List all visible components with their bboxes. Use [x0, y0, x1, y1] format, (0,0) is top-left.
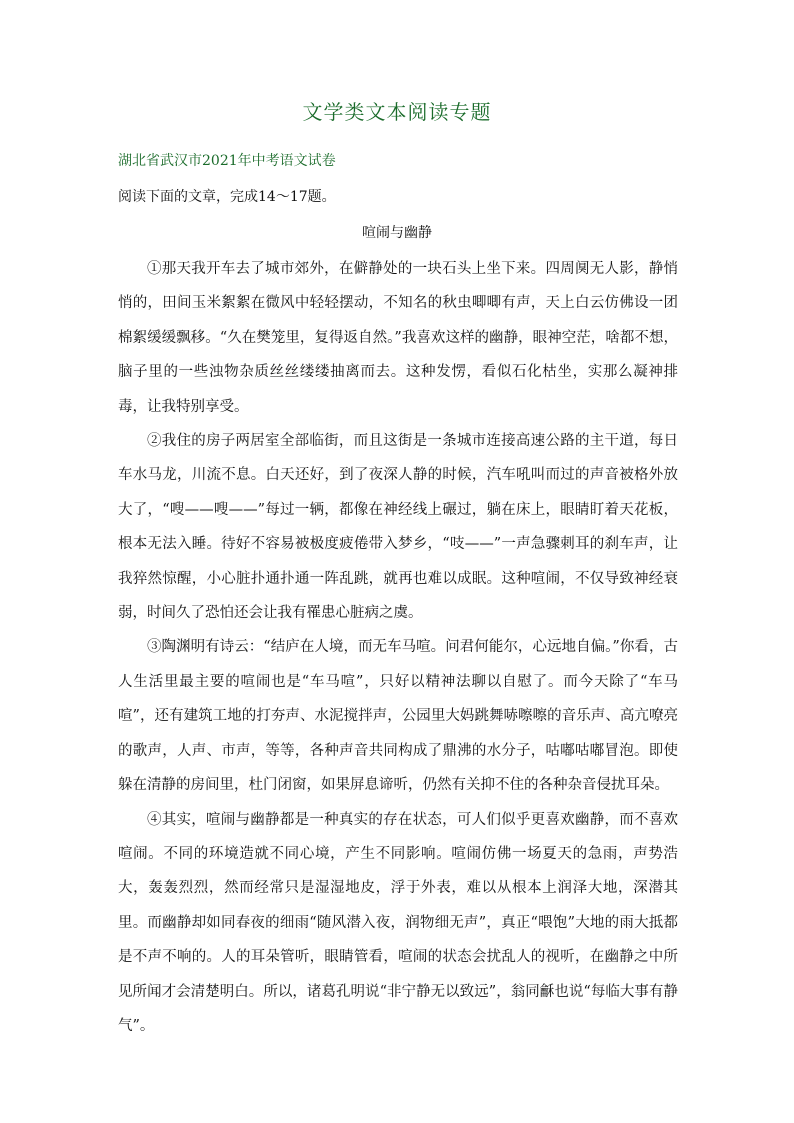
exam-source: 湖北省武汉市2021年中考语文试卷	[118, 153, 336, 169]
paragraph-4: ④其实，喧闹与幽静都是一种真实的存在状态，可人们似乎更喜欢幽静，而不喜欢喧闹。不同的环境造就不同心境，产生不同影响。喧闹仿佛一场夏天的急雨，声势浩大，轰轰烈烈，然而经常只是湿湿地皮，浮于外表，难以从根本上润泽大地，深潜其里。而幽静却如同春夜的细雨“随风潜入夜，润物细无声”，真正“喂饱”大地的雨大抵都是不声不响的。人的耳朵管听，眼睛管看，喧闹的状态会扰乱人的视听，在幽静之中所见所闻才会清楚明白。所以，诸葛孔明说“非宁静无以致远”，翁同龢也说“每临大事有静气”。	[118, 811, 678, 1034]
passage-body	[118, 252, 678, 1043]
passage-title: 喧闹与幽静	[362, 225, 432, 241]
document-title: 文学类文本阅读专题	[302, 100, 492, 124]
paragraph-3: ③陶渊明有诗云：“结庐在人境，而无车马喧。问君何能尔，心远地自偏。”你看，古人生活里最主要的喧闹也是“车马喧”，只好以精神法聊以自慰了。而今天除了“车马喧”，还有建筑工地的打夯声、水泥搅拌声，公园里大妈跳舞哧嚓嚓的音乐声、高亢嘹亮的歌声，人声、市声，等等，各种声音共同构成了鼎沸的水分子，咕嘟咕嘟冒泡。即使躲在清静的房间里，杜门闭窗，如果屏息谛听，仍然有关抑不住的各种杂音侵扰耳朵。	[118, 639, 678, 794]
paragraph-2: ②我住的房子两居室全部临街，而且这街是一条城市连接高速公路的主干道，每日车水马龙，川流不息。白天还好，到了夜深人静的时候，汽车吼叫而过的声音被格外放大了，“嗖——嗖——”每过一辆，都像在神经线上碾过，躺在床上，眼睛盯着天花板，根本无法入睡。待好不容易被极度疲倦带入梦乡，“吱——”一声急骤刺耳的刹车声，让我猝然惊醒，小心脏扑通扑通一阵乱跳，就再也难以成眠。这种喧闹，不仅导致神经衰弱，时间久了恐怕还会让我有罹患心脏病之虞。	[118, 433, 678, 622]
paragraph-1: ①那天我开车去了城市郊外，在僻静处的一块石头上坐下来。四周阒无人影，静悄悄的，田间玉米絮絮在微风中轻轻摆动，不知名的秋虫唧唧有声，天上白云仿佛设一团棉絮缓缓飘移。“久在樊笼里，复得返自然。”我喜欢这样的幽静，眼神空茫，啥都不想，脑子里的一些浊物杂质丝丝缕缕抽离而去。这种发愣，看似石化枯坐，实那么凝神排毒，让我特别享受。	[118, 261, 678, 415]
reading-instruction: 阅读下面的文章，完成14～17题。	[118, 189, 336, 205]
